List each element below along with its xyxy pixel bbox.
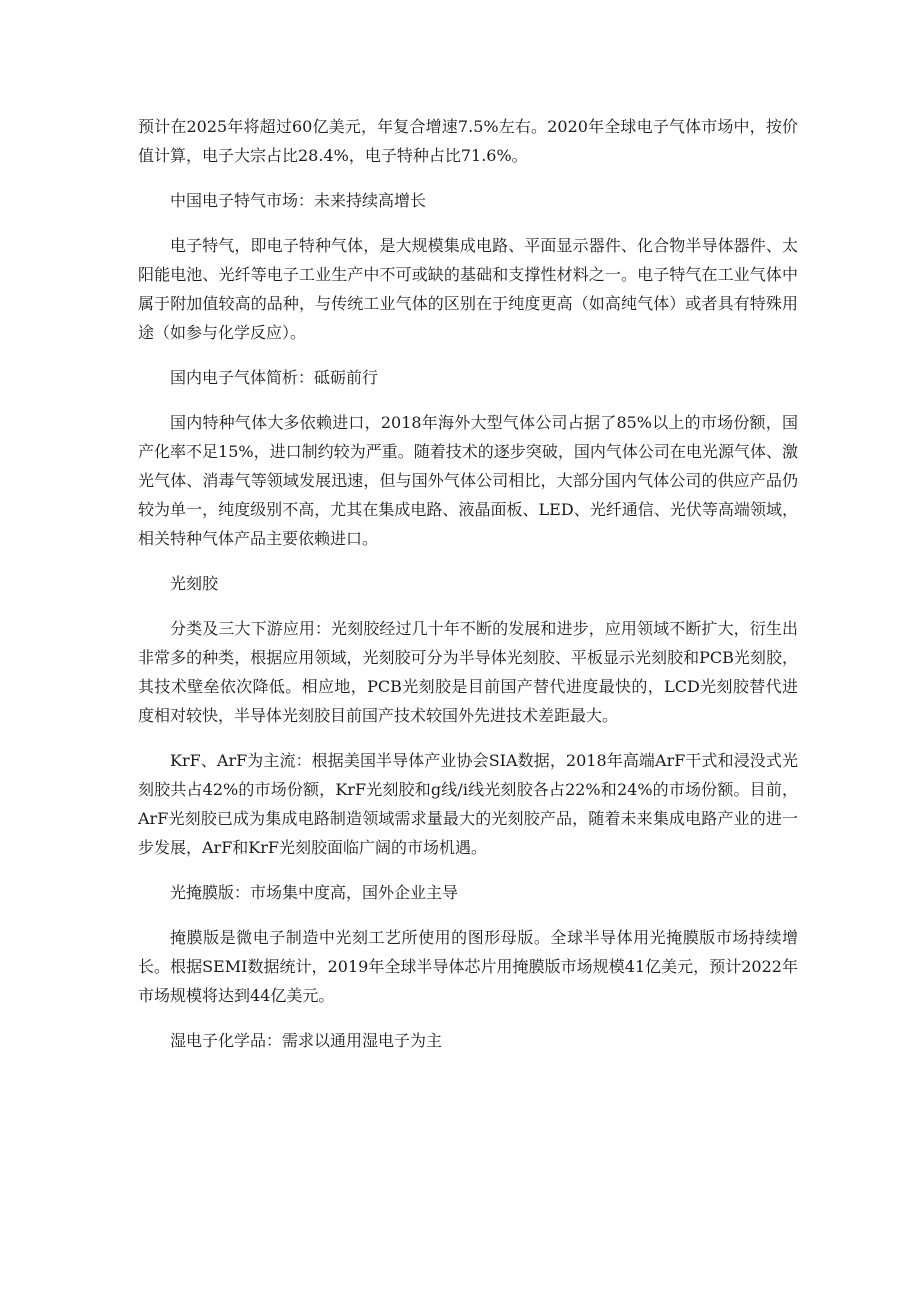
section-heading-photoresist: 光刻胶 — [170, 574, 219, 593]
paragraph-domestic-gas-analysis: 国内特种气体大多依赖进口，2018年海外大型气体公司占据了85%以上的市场份额，国产化率不足15%，进口制约较为严重。随着技术的逐步突破，国内气体公司在电光源气体、激光气体、消毒气等领域发展迅速，但与国外气体公司相比，大部分国内气体公司的供应产品仍较为单一，纯度级别不高，尤其在集成电路、液晶面板、LED、光纤通信、光伏等高端领域，相关特种气体产品主要依赖进口。 — [138, 413, 798, 548]
section-heading-domestic-gas: 国内电子气体简析：砥砺前行 — [170, 368, 379, 387]
paragraph-special-gas-definition: 电子特气，即电子特种气体，是大规模集成电路、平面显示器件、化合物半导体器件、太阳能电池、光纤等电子工业生产中不可或缺的基础和支撑性材料之一。电子特气在工业气体中属于附加值较高的品种，与传统工业气体的区别在于纯度更高（如高纯气体）或者具有特殊用途（如参与化学反应）。 — [138, 236, 798, 342]
document-page — [138, 112, 798, 1071]
paragraph-photoresist-applications: 分类及三大下游应用：光刻胶经过几十年不断的发展和进步，应用领域不断扩大，衍生出非常多的种类，根据应用领域，光刻胶可分为半导体光刻胶、平板显示光刻胶和PCB光刻胶，其技术壁垒依次降低。相应地，PCB光刻胶是目前国产替代进度最快的，LCD光刻胶替代进度相对较快，半导体光刻胶目前国产技术较国外先进技术差距最大。 — [138, 619, 798, 725]
paragraph-market-forecast: 预计在2025年将超过60亿美元，年复合增速7.5%左右。2020年全球电子气体市场中，按价值计算，电子大宗占比28.4%，电子特种占比71.6%。 — [138, 117, 798, 165]
paragraph-krf-arf: KrF、ArF为主流：根据美国半导体产业协会SIA数据，2018年高端ArF干式和浸没式光刻胶共占42%的市场份额，KrF光刻胶和g线/i线光刻胶各占22%和24%的市场份额。目前，ArF光刻胶已成为集成电路制造领域需求量最大的光刻胶产品，随着未来集成电路产业的进一步发展，ArF和KrF光刻胶面临广阔的市场机遇。 — [138, 751, 798, 857]
section-heading-wet-chemicals: 湿电子化学品：需求以通用湿电子为主 — [170, 1031, 443, 1050]
section-heading-photomask: 光掩膜版：市场集中度高，国外企业主导 — [170, 883, 459, 902]
paragraph-photomask-market: 掩膜版是微电子制造中光刻工艺所使用的图形母版。全球半导体用光掩膜版市场持续增长。根据SEMI数据统计，2019年全球半导体芯片用掩膜版市场规模41亿美元，预计2022年市场规模将达到44亿美元。 — [138, 928, 798, 1005]
section-heading-china-special-gas: 中国电子特气市场：未来持续高增长 — [170, 191, 427, 210]
